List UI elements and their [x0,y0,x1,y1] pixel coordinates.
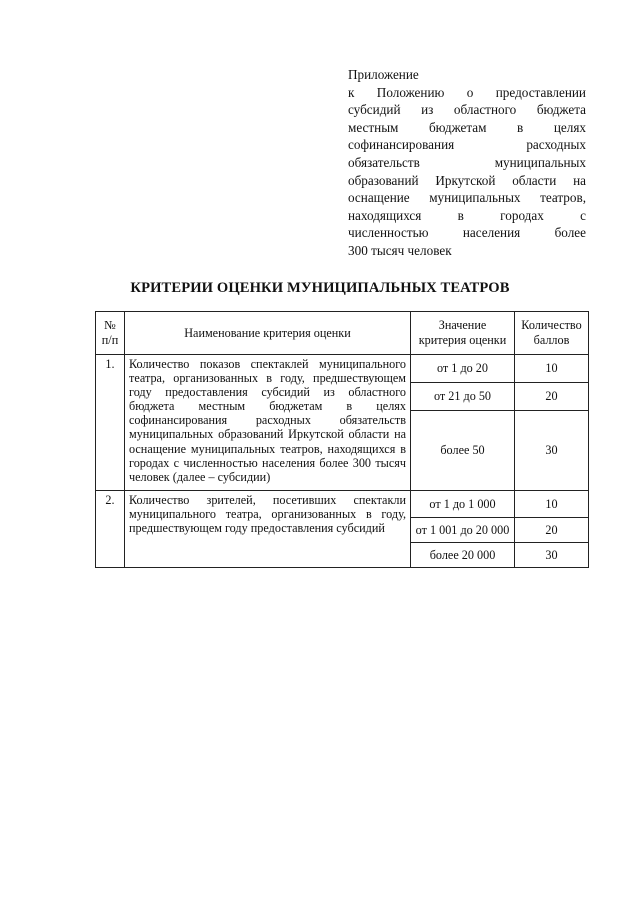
appendix-line: оснащение муниципальных театров, [348,190,586,206]
points-value: 20 [515,383,589,411]
appendix-line: обязательств муниципальных [348,154,586,170]
appendix-line: образований Иркутской области на [348,172,586,188]
document-title: КРИТЕРИИ ОЦЕНКИ МУНИЦИПАЛЬНЫХ ТЕАТРОВ [130,280,510,296]
header-name: Наименование критерия оценки [125,312,411,355]
table-header-row [96,312,589,355]
appendix-line: субсидий из областного бюджета [348,102,586,118]
value-range: от 1 001 до 20 000 [411,518,515,543]
appendix-line: Приложение [348,67,419,82]
points-value: 30 [515,543,589,568]
value-range: более 50 [411,411,515,491]
table-row [96,355,589,383]
header-value: Значение критерия оценки [411,312,515,355]
value-range: более 20 000 [411,543,515,568]
points-value: 10 [515,491,589,518]
appendix-line: к Положению о предоставлении [348,84,586,100]
value-range: от 1 до 20 [411,355,515,383]
value-range: от 21 до 50 [411,383,515,411]
points-value: 30 [515,411,589,491]
criterion-text: Количество зрителей, посетивших спектакли муниципального театра, организованных в году, предшествующем году предоставления субсидий [125,491,411,568]
row-num: 2. [96,491,125,568]
table-row [96,491,589,518]
value-range: от 1 до 1 000 [411,491,515,518]
criteria-table [95,311,589,568]
appendix-line: находящихся в городах с [348,207,586,223]
appendix-line: местным бюджетам в целях [348,119,586,135]
header-points: Количество баллов [515,312,589,355]
criterion-text: Количество показов спектаклей муниципального театра, организованных в году, предшествующем году предоставления субсидий из областного бюджета местным бюджетам в целях софинансирования расходных обязательств муниципальных образований Иркутской области на оснащение муниципальных театров, находящихся в городах с численностью населения более 300 тысяч человек (далее – субсидии) [125,355,411,491]
points-value: 20 [515,518,589,543]
appendix-line: численностью населения более [348,225,586,241]
row-num: 1. [96,355,125,491]
header-num: № п/п [96,312,125,355]
appendix-line: софинансирования расходных [348,137,586,153]
appendix-line: 300 тысяч человек [348,242,452,258]
appendix-block [348,66,586,260]
points-value: 10 [515,355,589,383]
